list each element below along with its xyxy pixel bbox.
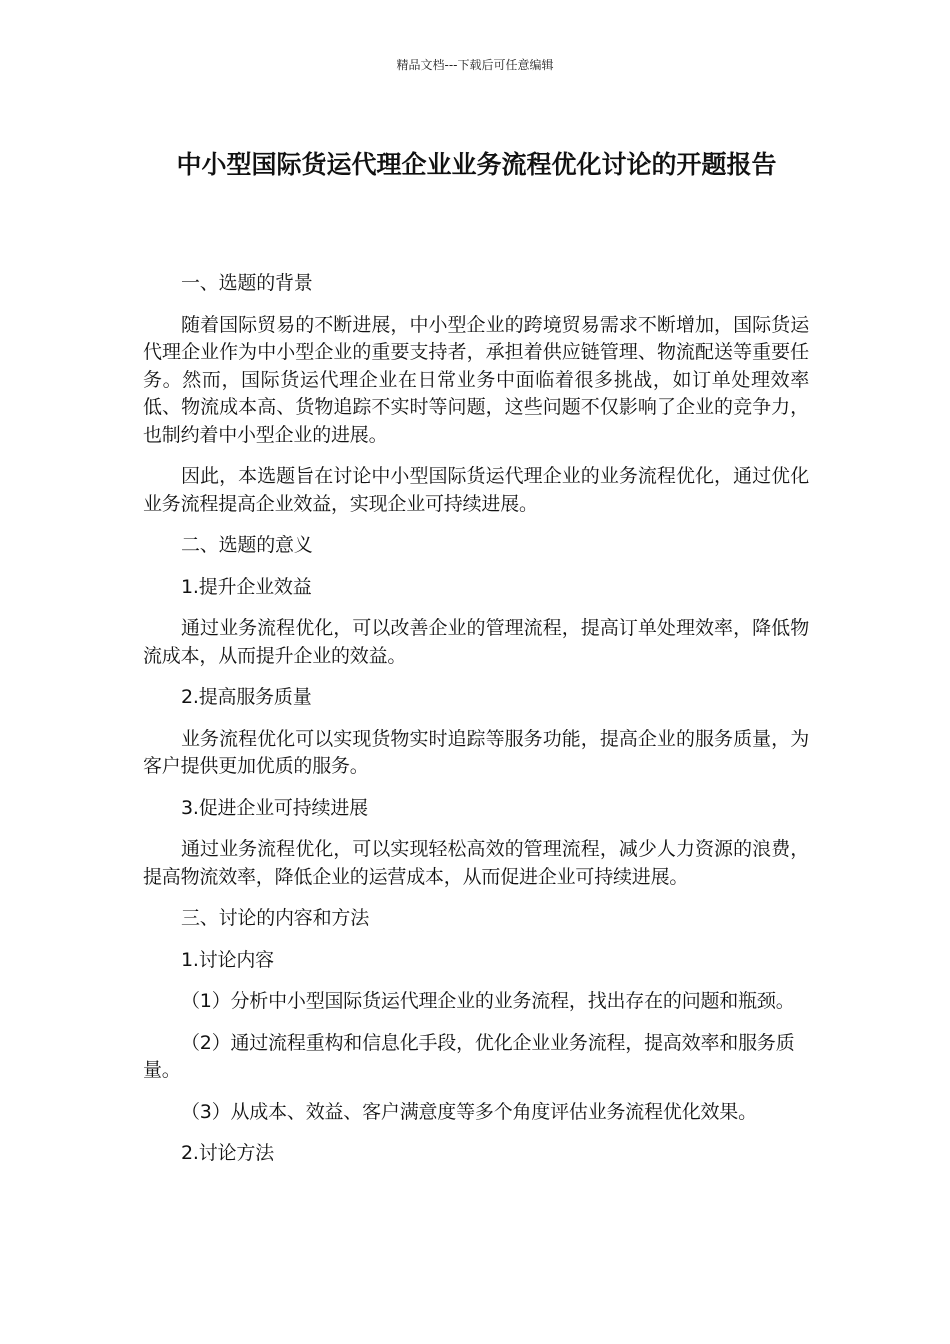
- section-heading-content-method: 三、讨论的内容和方法: [181, 907, 370, 929]
- list-item-content-1: （1）分析中小型国际货运代理企业的业务流程，找出存在的问题和瓶颈。: [181, 990, 795, 1012]
- header-note: 精品文档---下载后可任意编辑: [396, 58, 554, 72]
- paragraph-background-2: 因此，本选题旨在讨论中小型国际货运代理企业的业务流程优化，通过优化业务流程提高企业效益，实现企业可持续进展。: [143, 465, 809, 515]
- list-item-content-3: （3）从成本、效益、客户满意度等多个角度评估业务流程优化效果。: [181, 1100, 757, 1123]
- paragraph-background-1: 随着国际贸易的不断进展，中小型企业的跨境贸易需求不断增加，国际货运代理企业作为中小型企业的重要支持者，承担着供应链管理、物流配送等重要任务。然而，国际货运代理企业在日常业务中面临着很多挑战，如订单处理效率低、物流成本高、货物追踪不实时等问题，这些问题不仅影响了企业的竞争力，也制约着中小型企业的进展。: [143, 313, 809, 446]
- paragraph-improve-benefits: 通过业务流程优化，可以改善企业的管理流程，提高订单处理效率，降低物流成本，从而提升企业的效益。: [143, 617, 809, 667]
- subheading-research-content: 1.讨论内容: [181, 948, 274, 971]
- paragraph-improve-service: 业务流程优化可以实现货物实时追踪等服务功能，提高企业的服务质量，为客户提供更加优质的服务。: [143, 727, 809, 777]
- section-heading-significance: 二、选题的意义: [181, 534, 313, 556]
- section-heading-background: 一、选题的背景: [181, 272, 313, 294]
- subheading-sustainable-development: 3.促进企业可持续进展: [181, 796, 368, 819]
- paragraph-sustainable-development: 通过业务流程优化，可以实现轻松高效的管理流程，减少人力资源的浪费，提高物流效率，降低企业的运营成本，从而促进企业可持续进展。: [143, 838, 809, 888]
- subheading-improve-service: 2.提高服务质量: [181, 686, 312, 708]
- document-body: [143, 270, 809, 1182]
- document-title: 中小型国际货运代理企业业务流程优化讨论的开题报告: [176, 150, 777, 179]
- subheading-improve-benefits: 1.提升企业效益: [181, 575, 312, 598]
- list-item-content-2: （2）通过流程重构和信息化手段，优化企业业务流程，提高效率和服务质量。: [143, 1031, 795, 1081]
- subheading-research-method: 2.讨论方法: [181, 1142, 274, 1164]
